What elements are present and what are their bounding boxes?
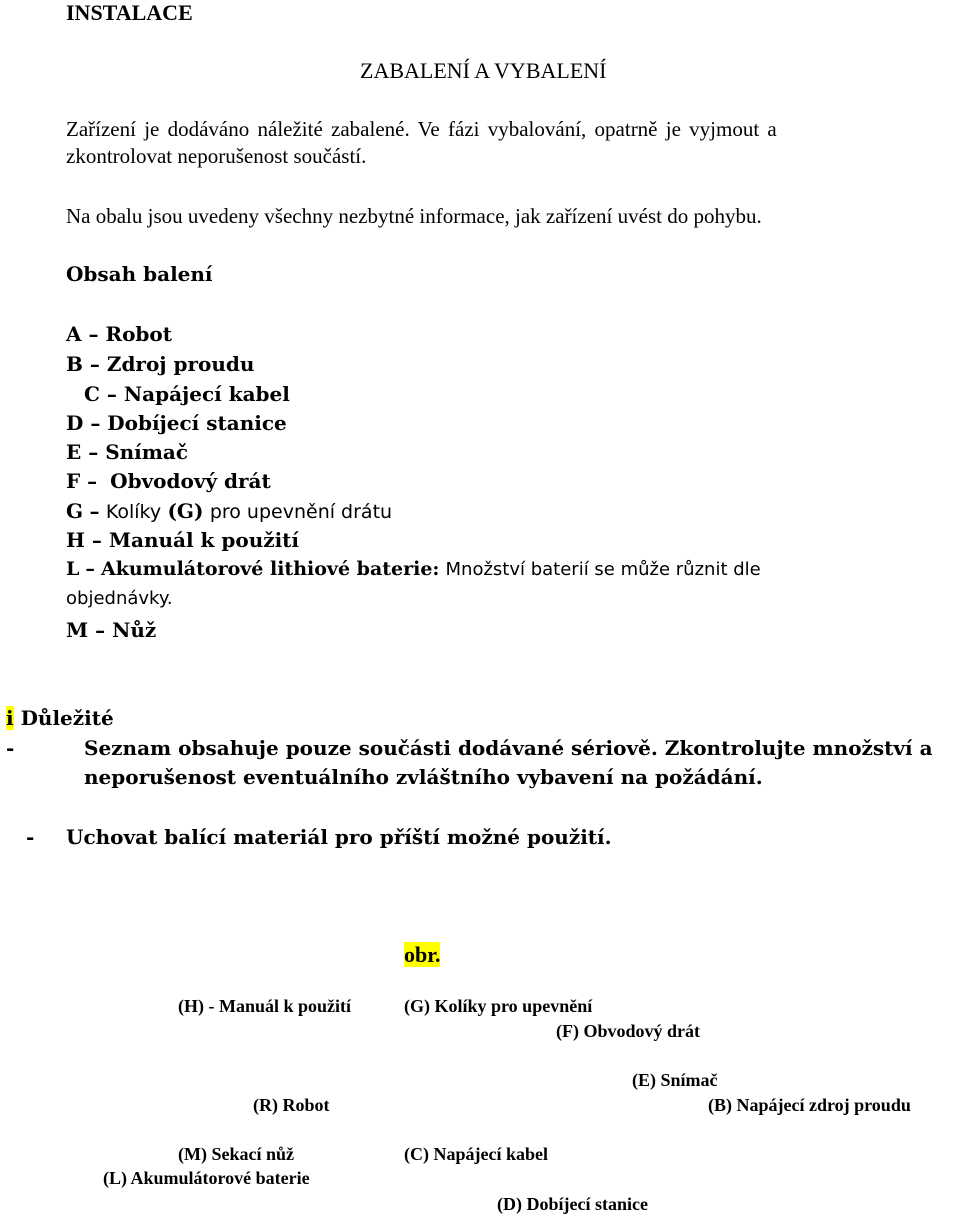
figure-label-h: (H) - Manuál k použití [178,996,352,1016]
list-item [66,530,299,550]
intro-line-3: Na obalu jsou uvedeny všechny nezbytné informace, jak zařízení uvést do pohybu. [66,204,762,228]
item-text: Zdroj proudu [106,352,255,376]
figure-caption-text: obr. [404,942,441,967]
list-item [84,384,290,404]
item-letter: G [66,499,84,523]
bullet-1: - [6,736,15,760]
list-item [66,620,156,640]
item-text: Napájecí kabel [123,382,290,406]
figure-label-f: (F) Obvodový drát [556,1021,700,1041]
section-title: INSTALACE [66,0,193,25]
important-note-2: Uchovat balící materiál pro příští možné použití. [66,825,612,849]
important-heading [6,708,114,728]
item-dash: – [90,411,101,435]
item-letter: B [66,352,83,376]
item-extra: (G) [167,499,204,523]
intro-line-1: Zařízení je dodáváno náležité zabalené. Ve fázi vybalování, opatrně je vyjmout a [66,117,777,141]
important-note-1-line-1: Seznam obsahuje pouze součásti dodávané sériově. Zkontrolujte množství a [84,736,933,760]
item-dash: – [88,322,99,346]
item-text: Obvodový drát [110,469,271,493]
item-dash: – [89,499,100,523]
list-item [66,501,392,522]
figure-label-r: (R) Robot [253,1095,330,1115]
list-item [66,560,761,579]
list-item [66,442,188,462]
list-item [66,324,172,344]
intro-line-2: zkontrolovat neporušenost součástí. [66,144,367,168]
page-subtitle: ZABALENÍ A VYBALENÍ [360,58,607,83]
item-text: Robot [105,322,172,346]
item-text: Manuál k použití [108,528,300,552]
item-letter: A [66,322,82,346]
contents-heading: Obsah balení [66,262,213,286]
figure-label-g: (G) Kolíky pro upevnění [404,996,593,1016]
item-dash: – [95,618,106,642]
important-title: Důležité [20,706,114,730]
figure-label-b: (B) Napájecí zdroj proudu [708,1095,911,1115]
bullet-2: - [26,825,35,849]
item-text: Snímač [105,440,189,464]
figure-label-m: (M) Sekací nůž [178,1144,294,1164]
item-letter: M [66,618,89,642]
list-item [66,471,271,491]
item-rest: pro upevnění drátu [209,501,393,523]
item-letter: F [66,469,81,493]
list-item-continuation: objednávky. [66,588,173,609]
item-text: Nůž [112,618,157,642]
figure-caption [404,944,440,966]
item-dash: – [106,382,117,406]
item-text: Dobíjecí stanice [107,411,287,435]
list-item [66,354,254,374]
item-letter: C [84,382,100,406]
figure-label-d: (D) Dobíjecí stanice [497,1194,648,1214]
item-text: Akumulátorové lithiové baterie: [100,558,440,580]
figure-label-c: (C) Napájecí kabel [404,1144,548,1164]
list-item [66,413,287,433]
info-icon: i [6,706,14,730]
item-dash: – [87,469,98,493]
item-letter: L [66,558,80,580]
item-dash: – [91,528,102,552]
item-letter: D [66,411,84,435]
figure-label-l: (L) Akumulátorové baterie [103,1168,310,1188]
item-letter: H [66,528,85,552]
item-text: Kolíky [105,501,162,523]
figure-label-e: (E) Snímač [632,1070,718,1090]
item-dash: – [85,558,95,580]
item-dash: – [88,440,99,464]
important-note-1-line-2: neporušenost eventuálního zvláštního vybavení na požádání. [84,765,763,789]
item-letter: E [66,440,82,464]
item-rest: Množství baterií se může různit dle [445,559,761,580]
item-dash: – [89,352,100,376]
